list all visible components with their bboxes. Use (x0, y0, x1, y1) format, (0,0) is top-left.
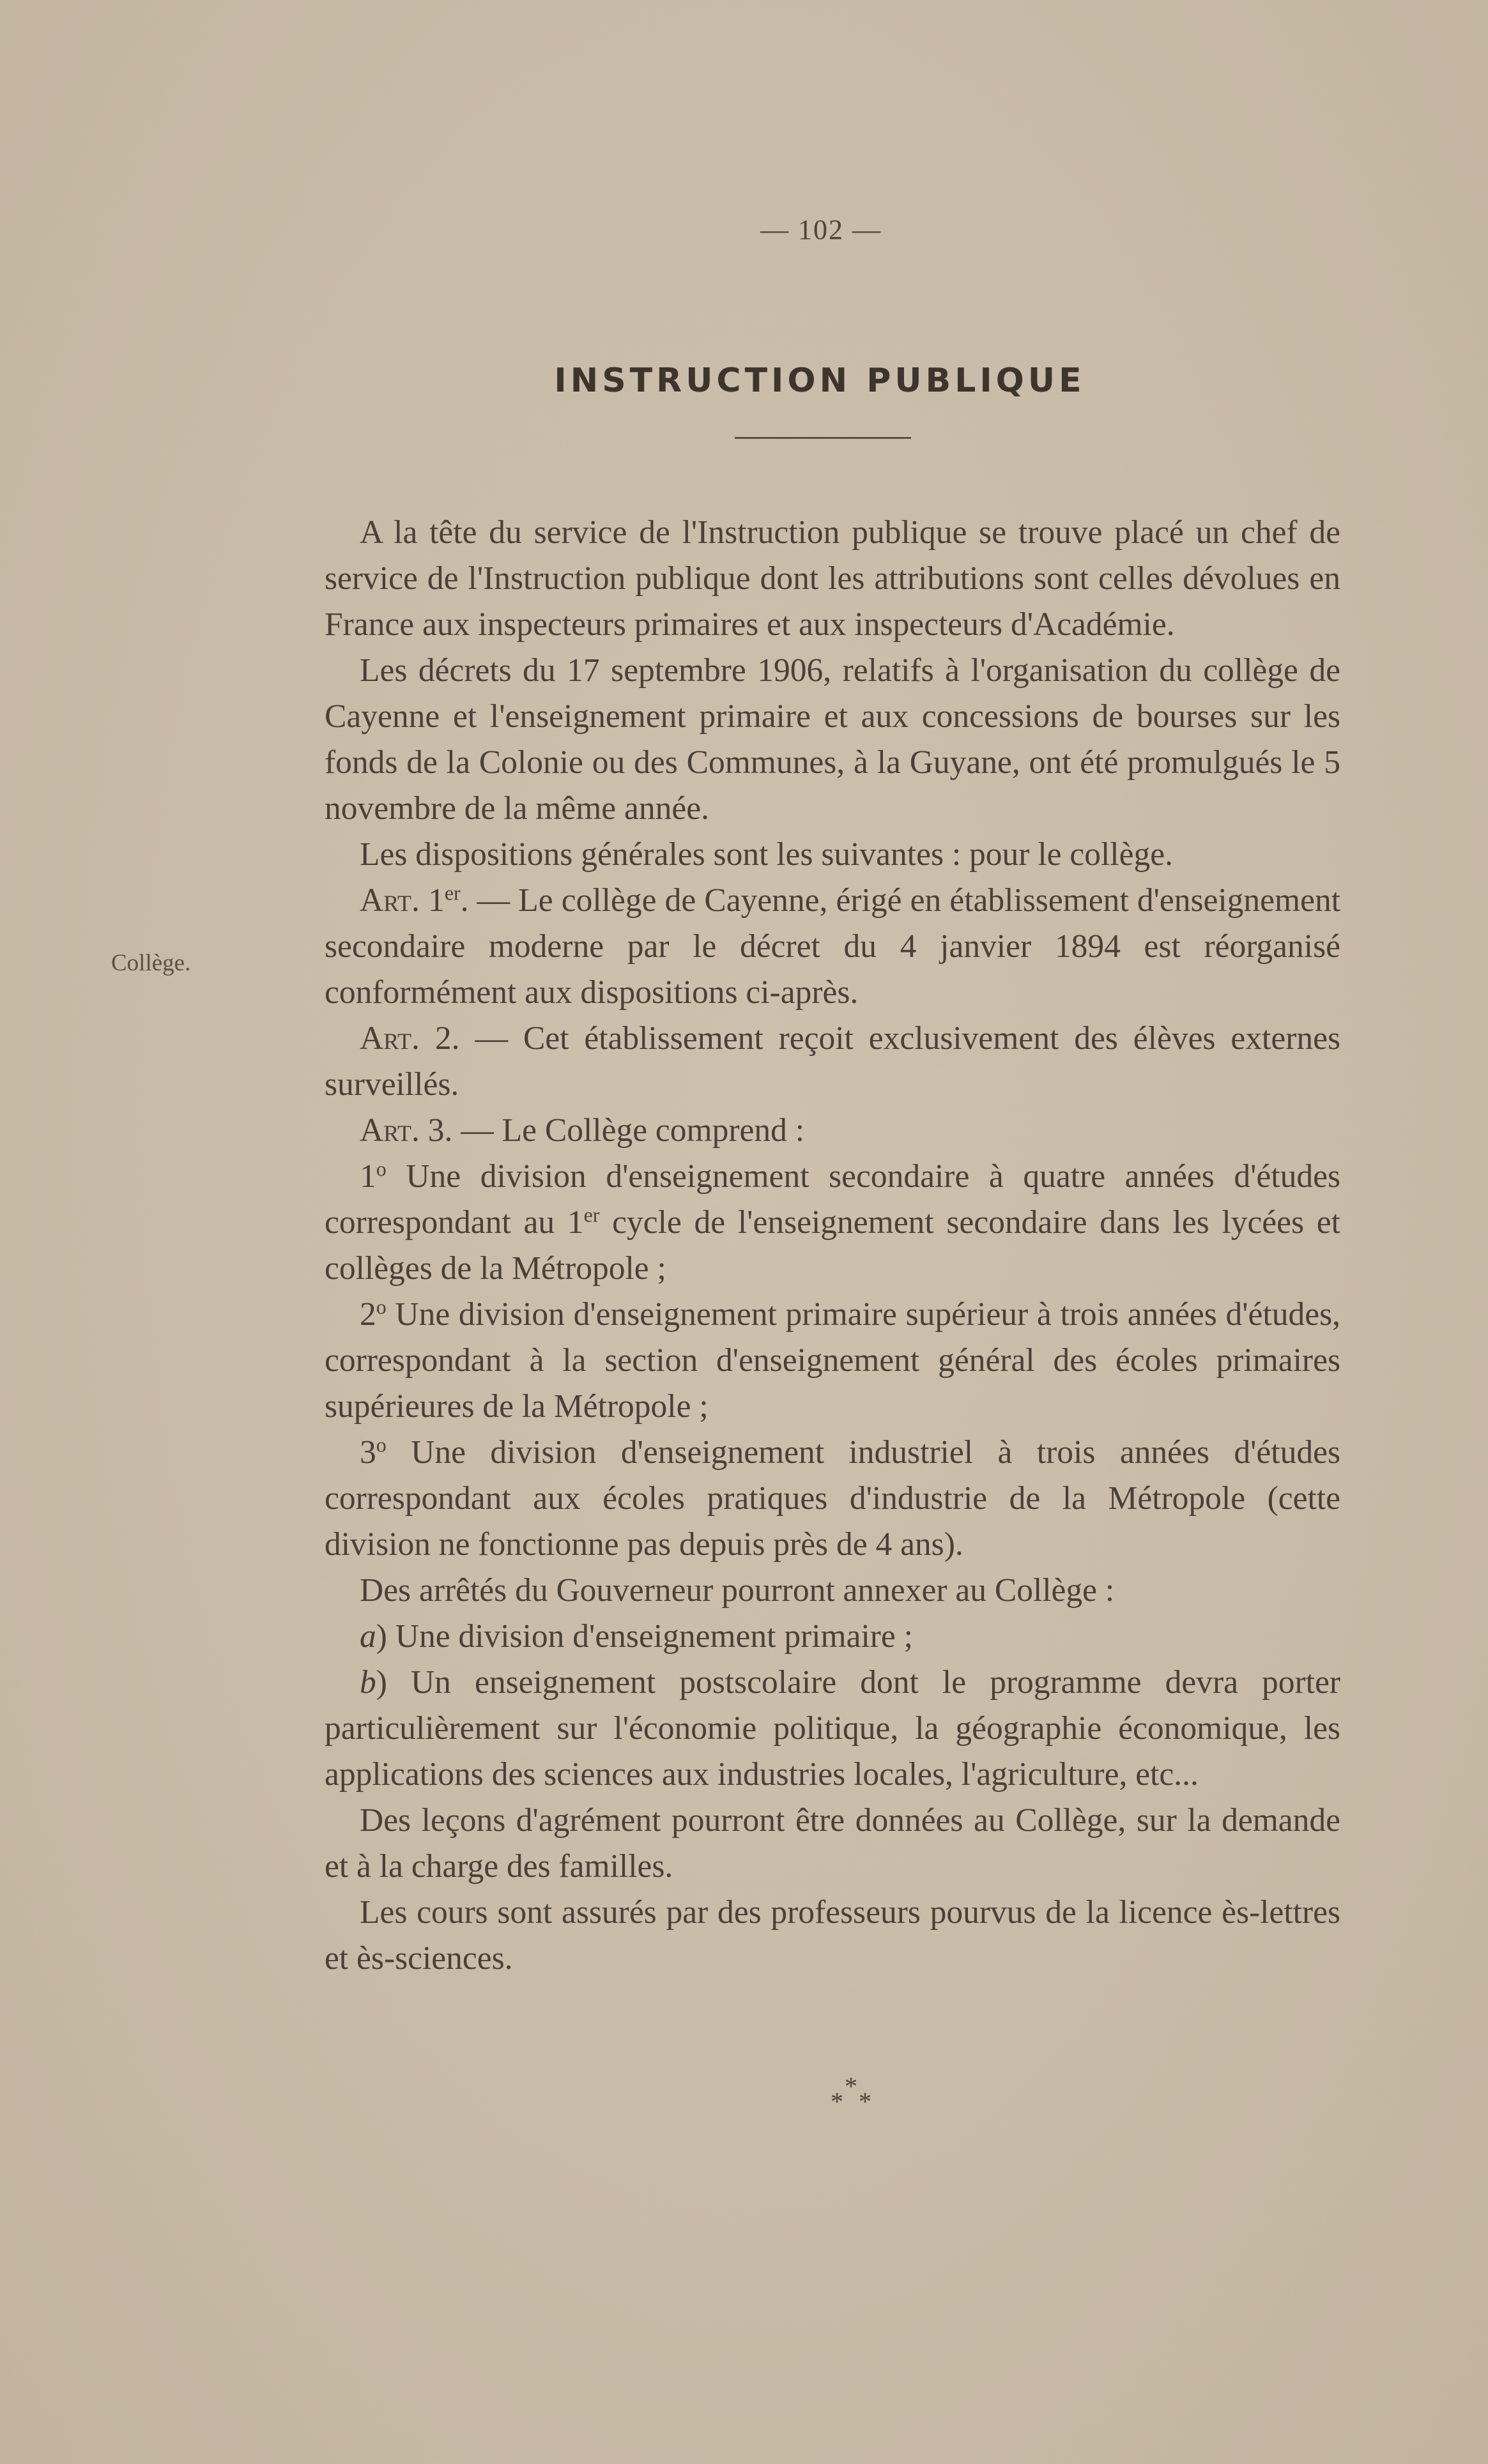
article-label: Art. (360, 1112, 420, 1149)
article-number: 1 (428, 882, 445, 919)
asterisk-right: * (859, 2087, 871, 2116)
ordinal-suffix: er (444, 882, 461, 905)
item-letter: a (360, 1618, 376, 1655)
asterisk-top: * (845, 2072, 857, 2101)
asterism-icon (828, 2074, 879, 2118)
item-number: 2 (360, 1296, 376, 1333)
item-text: Une division d'enseignement primaire supérieur à trois années d'études, correspondant à la section d'enseignement général des écoles primaires supérieures de la Métropole ; (325, 1296, 1340, 1425)
item-letter: b (360, 1664, 376, 1701)
article-text: . — Le collège de Cayenne, érigé en établissement d'enseignement secondaire moderne par le décret du 4 janvier 1894 est réorganisé conformément aux dispositions ci-après. (325, 882, 1341, 1011)
paragraph-dispositions: Les dispositions générales sont les suivantes : pour le collège. (360, 836, 1173, 873)
item-text: Une division d'enseignement secondaire à quatre années d'études correspondant au 1 (325, 1158, 1340, 1241)
body-text (325, 510, 1340, 1982)
paragraph-cours: Les cours sont assurés par des professeurs pourvus de la licence ès-lettres et ès-sciences. (325, 1894, 1340, 1977)
article-text: 3. — Le Collège comprend : (419, 1112, 805, 1149)
ordinal-suffix: o (376, 1434, 387, 1457)
article-text: 2. — Cet établissement reçoit exclusivement des élèves externes surveillés. (325, 1020, 1340, 1103)
article-label: Art. (360, 882, 420, 919)
paragraph-arretes: Des arrêtés du Gouverneur pourront annexer au Collège : (360, 1572, 1115, 1609)
item-text: Une division d'enseignement industriel à trois années d'études correspondant aux écoles pratiques d'industrie de la Métropole (cette division ne fonctionne pas depuis près de 4 ans). (325, 1434, 1340, 1563)
paragraph-item-2 (325, 1292, 1340, 1430)
asterisk-left: * (831, 2087, 843, 2116)
paragraph-item-3 (325, 1430, 1340, 1568)
paragraph-intro: A la tête du service de l'Instruction publique se trouve placé un chef de service de l'Instruction publique dont les attributions sont celles dévolues en France aux inspecteurs primaires et aux inspecteurs d'Académie. (325, 514, 1340, 643)
ordinal-suffix: o (376, 1296, 387, 1319)
item-text: ) Une division d'enseignement primaire ; (376, 1618, 913, 1655)
paragraph-item-b (325, 1660, 1340, 1798)
ordinal-suffix: o (376, 1158, 387, 1181)
article-label: Art. (360, 1020, 420, 1057)
margin-note-college: Collège. (111, 950, 191, 976)
item-number: 3 (360, 1434, 376, 1471)
title-underline (735, 437, 911, 439)
paragraph-item-1 (325, 1154, 1340, 1292)
item-text: cycle de l'enseignement secondaire dans les lycées et collèges de la Métropole ; (325, 1204, 1340, 1287)
paragraph-item-a (325, 1614, 1340, 1660)
paragraph-article-2 (325, 1016, 1340, 1108)
ordinal-suffix: er (583, 1204, 600, 1227)
item-text: ) Un enseignement postscolaire dont le programme devra porter particulièrement sur l'économie politique, la géographie économique, les applications des sciences aux industries locales, l'agriculture, etc... (325, 1664, 1340, 1793)
item-number: 1 (360, 1158, 376, 1195)
page-number: — 102 — (760, 214, 882, 245)
paragraph-article-3 (325, 1108, 1340, 1154)
paragraph-decrets: Les décrets du 17 septembre 1906, relatifs à l'organisation du collège de Cayenne et l'enseignement primaire et aux concessions de bourses sur les fonds de la Colonie ou des Communes, à la Guyane, ont été promulgués le 5 novembre de la même année. (325, 652, 1340, 827)
paragraph-lecons: Des leçons d'agrément pourront être données au Collège, sur la demande et à la charge des familles. (325, 1802, 1340, 1885)
paragraph-article-1 (325, 878, 1340, 1016)
section-title: INSTRUCTION PUBLIQUE (554, 362, 1085, 400)
